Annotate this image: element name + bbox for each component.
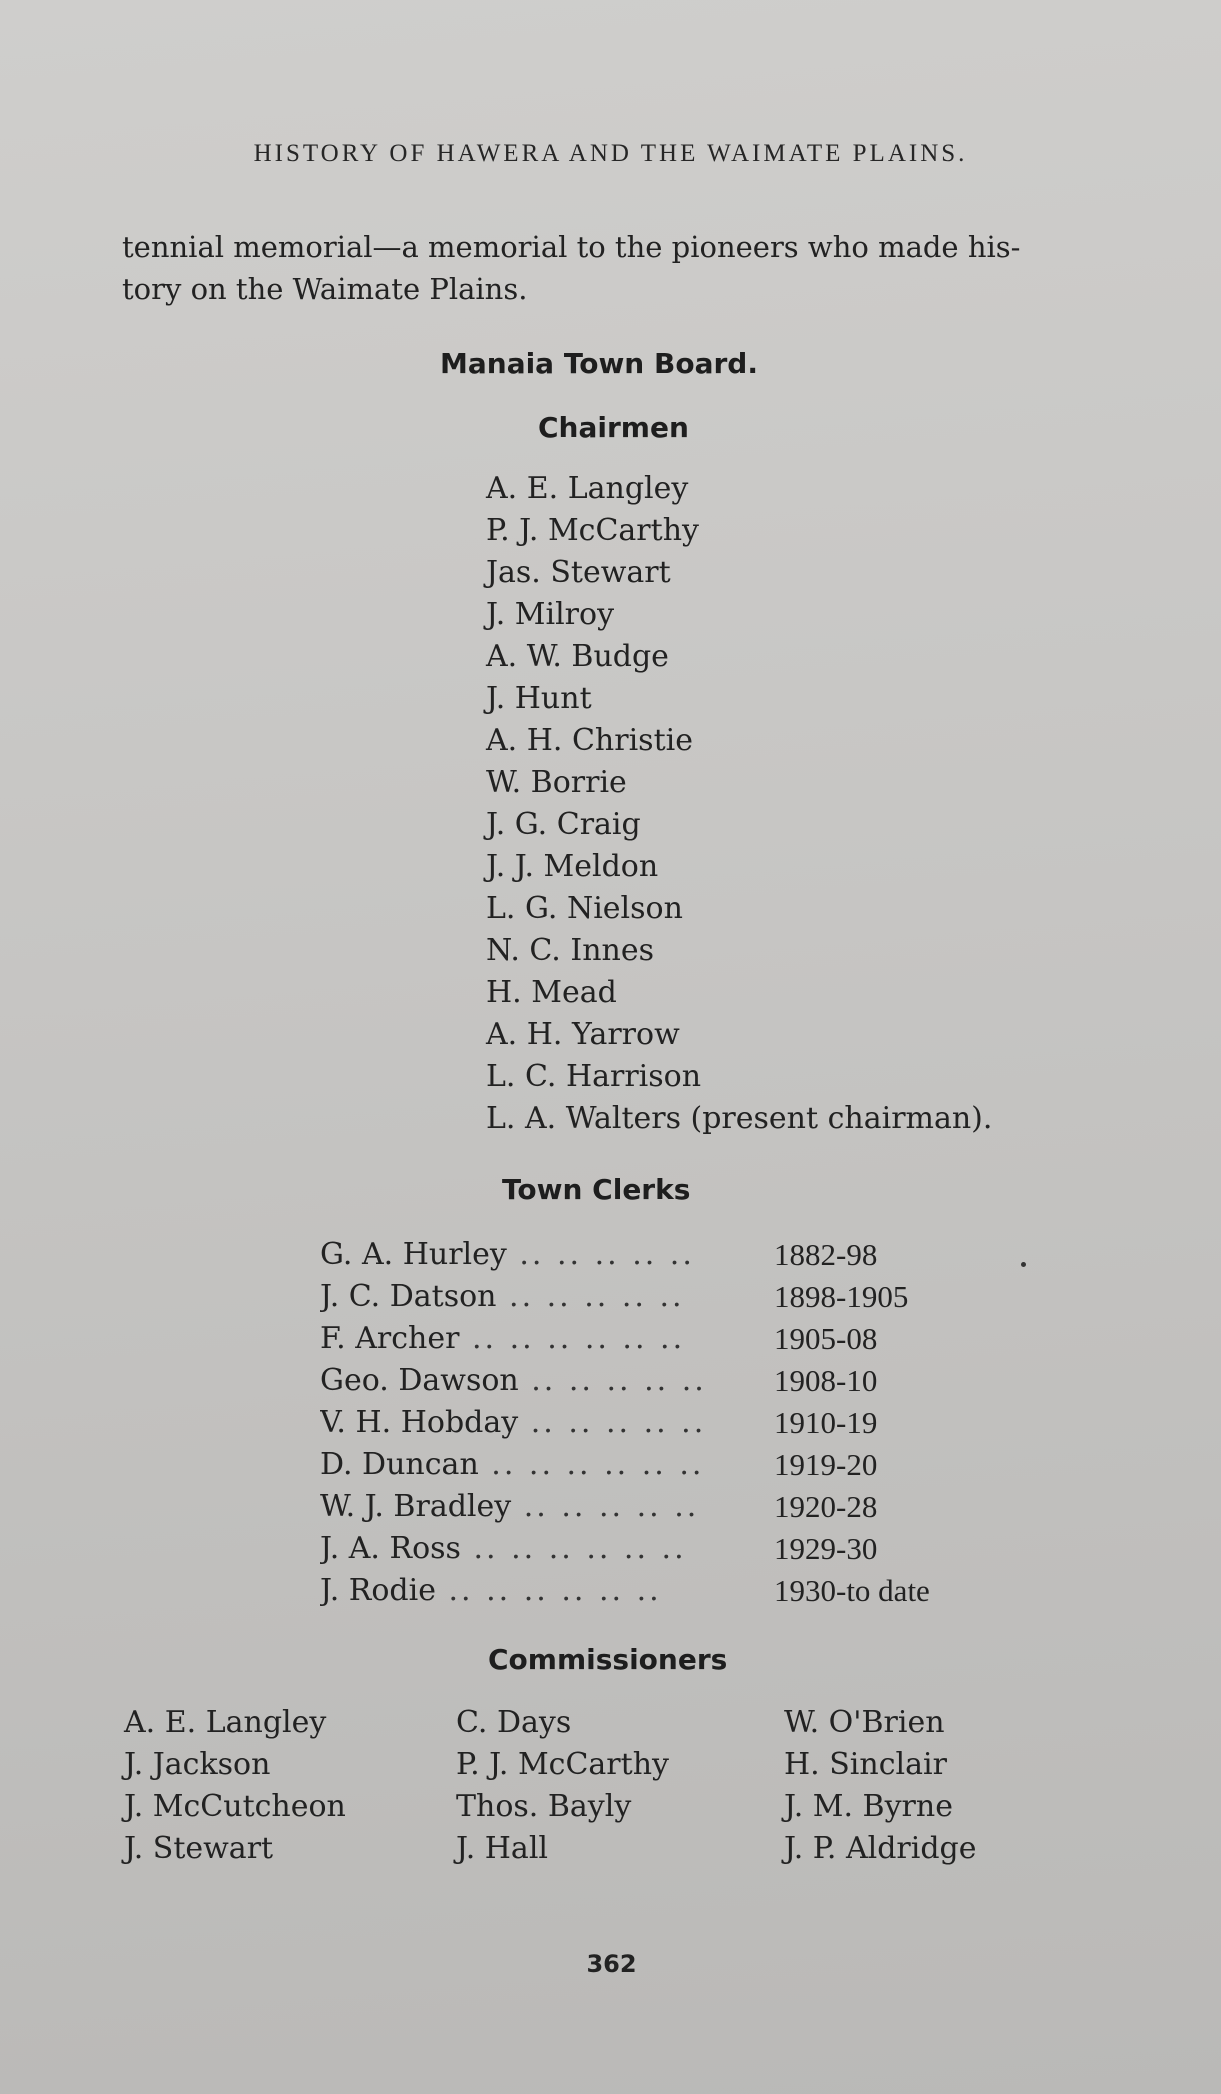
clerk-years: 1905-08 [774, 1321, 878, 1356]
table-row [320, 1402, 1020, 1444]
commissioner-name: H. Sinclair [784, 1747, 947, 1782]
dot-leader: .. .. .. .. .. .. [460, 1531, 687, 1566]
chairman-name: W. Borrie [486, 765, 627, 800]
commissioner-name: J. Hall [456, 1831, 549, 1866]
commissioners-column [784, 1702, 1024, 1870]
clerk-years: 1908-10 [774, 1363, 878, 1398]
dot-leader: .. .. .. .. .. .. [435, 1573, 662, 1608]
table-row [320, 1528, 1020, 1570]
table-row [320, 1318, 1020, 1360]
section-title: Manaia Town Board. [440, 347, 758, 380]
commissioners-column [456, 1702, 784, 1870]
clerk-name: F. Archer [320, 1321, 460, 1356]
dot-leader: .. .. .. .. .. .. [478, 1447, 705, 1482]
clerk-name-cell [320, 1528, 774, 1570]
clerk-name: W. J. Bradley [320, 1489, 512, 1524]
clerk-years: 1898-1905 [774, 1279, 909, 1314]
commissioner-name: J. McCutcheon [124, 1789, 346, 1824]
commissioners-list [124, 1702, 1024, 1870]
chairman-name: L. C. Harrison [486, 1059, 702, 1094]
chairman-name: J. Milroy [486, 597, 615, 632]
chairman-name: A. E. Langley [486, 471, 689, 506]
clerk-name: J. C. Datson [320, 1279, 497, 1314]
clerk-name-cell [320, 1318, 774, 1360]
dot-leader: .. .. .. .. .. [496, 1279, 685, 1314]
clerk-name: J. A. Ross [320, 1531, 461, 1566]
clerk-name-cell [320, 1570, 774, 1612]
chairman-name: A. W. Budge [486, 639, 669, 674]
chairman-name: L. G. Nielson [486, 891, 683, 926]
clerk-name-cell [320, 1360, 774, 1402]
commissioner-name: A. E. Langley [124, 1705, 327, 1740]
chairman-name: J. J. Meldon [486, 849, 659, 884]
table-row [320, 1486, 1020, 1528]
chairman-name: N. C. Innes [486, 933, 655, 968]
intro-paragraph [122, 226, 1107, 310]
chairman-name: H. Mead [486, 975, 617, 1010]
chairman-name: J. G. Craig [486, 807, 641, 842]
commissioner-name: J. Jackson [124, 1747, 271, 1782]
chairman-name: L. A. Walters (present chairman). [486, 1101, 993, 1136]
clerk-name: J. Rodie [320, 1573, 436, 1608]
clerk-years: 1920-28 [774, 1489, 878, 1524]
town-clerks-heading: Town Clerks [502, 1173, 691, 1206]
commissioners-column [124, 1702, 456, 1870]
table-row [320, 1234, 1020, 1276]
clerk-name-cell [320, 1402, 774, 1444]
intro-line: tennial memorial—a memorial to the pioneers who made his- [122, 230, 1021, 264]
stray-ink-dot [1021, 1262, 1026, 1267]
clerk-years: 1929-30 [774, 1531, 878, 1566]
page-number: 362 [586, 1950, 637, 1978]
clerk-years: 1910-19 [774, 1405, 878, 1440]
town-clerks-table [320, 1234, 1020, 1612]
chairman-name: A. H. Yarrow [486, 1017, 680, 1052]
chairman-name: J. Hunt [486, 681, 592, 716]
table-row [320, 1570, 1020, 1612]
commissioner-name: J. P. Aldridge [784, 1831, 977, 1866]
clerk-years: 1919-20 [774, 1447, 878, 1482]
commissioner-name: J. M. Byrne [784, 1789, 953, 1824]
dot-leader: .. .. .. .. .. [506, 1237, 695, 1272]
chairman-name: Jas. Stewart [486, 555, 671, 590]
clerk-name-cell [320, 1486, 774, 1528]
clerk-years: 1882-98 [774, 1237, 878, 1272]
dot-leader: .. .. .. .. .. .. [459, 1321, 686, 1356]
commissioner-name: Thos. Bayly [456, 1789, 632, 1824]
chairmen-list [486, 468, 992, 1140]
dot-leader: .. .. .. .. .. [511, 1489, 700, 1524]
commissioners-heading: Commissioners [488, 1643, 728, 1676]
commissioner-name: P. J. McCarthy [456, 1747, 669, 1782]
clerk-name: Geo. Dawson [320, 1363, 519, 1398]
commissioner-name: W. O'Brien [784, 1705, 945, 1740]
intro-line: tory on the Waimate Plains. [122, 272, 528, 306]
chairman-name: A. H. Christie [486, 723, 693, 758]
running-head: HISTORY OF HAWERA AND THE WAIMATE PLAINS. [253, 140, 968, 167]
clerk-name-cell [320, 1276, 774, 1318]
clerk-years: 1930-to date [774, 1573, 930, 1608]
clerk-name: D. Duncan [320, 1447, 479, 1482]
chairman-name: P. J. McCarthy [486, 513, 699, 548]
dot-leader: .. .. .. .. .. [518, 1363, 707, 1398]
chairmen-heading: Chairmen [538, 411, 689, 444]
table-row [320, 1444, 1020, 1486]
clerk-name: V. H. Hobday [320, 1405, 519, 1440]
table-row [320, 1360, 1020, 1402]
commissioner-name: C. Days [456, 1705, 572, 1740]
clerk-name-cell [320, 1444, 774, 1486]
clerk-name: G. A. Hurley [320, 1237, 507, 1272]
clerk-name-cell [320, 1234, 774, 1276]
dot-leader: .. .. .. .. .. [518, 1405, 707, 1440]
commissioner-name: J. Stewart [124, 1831, 274, 1866]
table-row [320, 1276, 1020, 1318]
